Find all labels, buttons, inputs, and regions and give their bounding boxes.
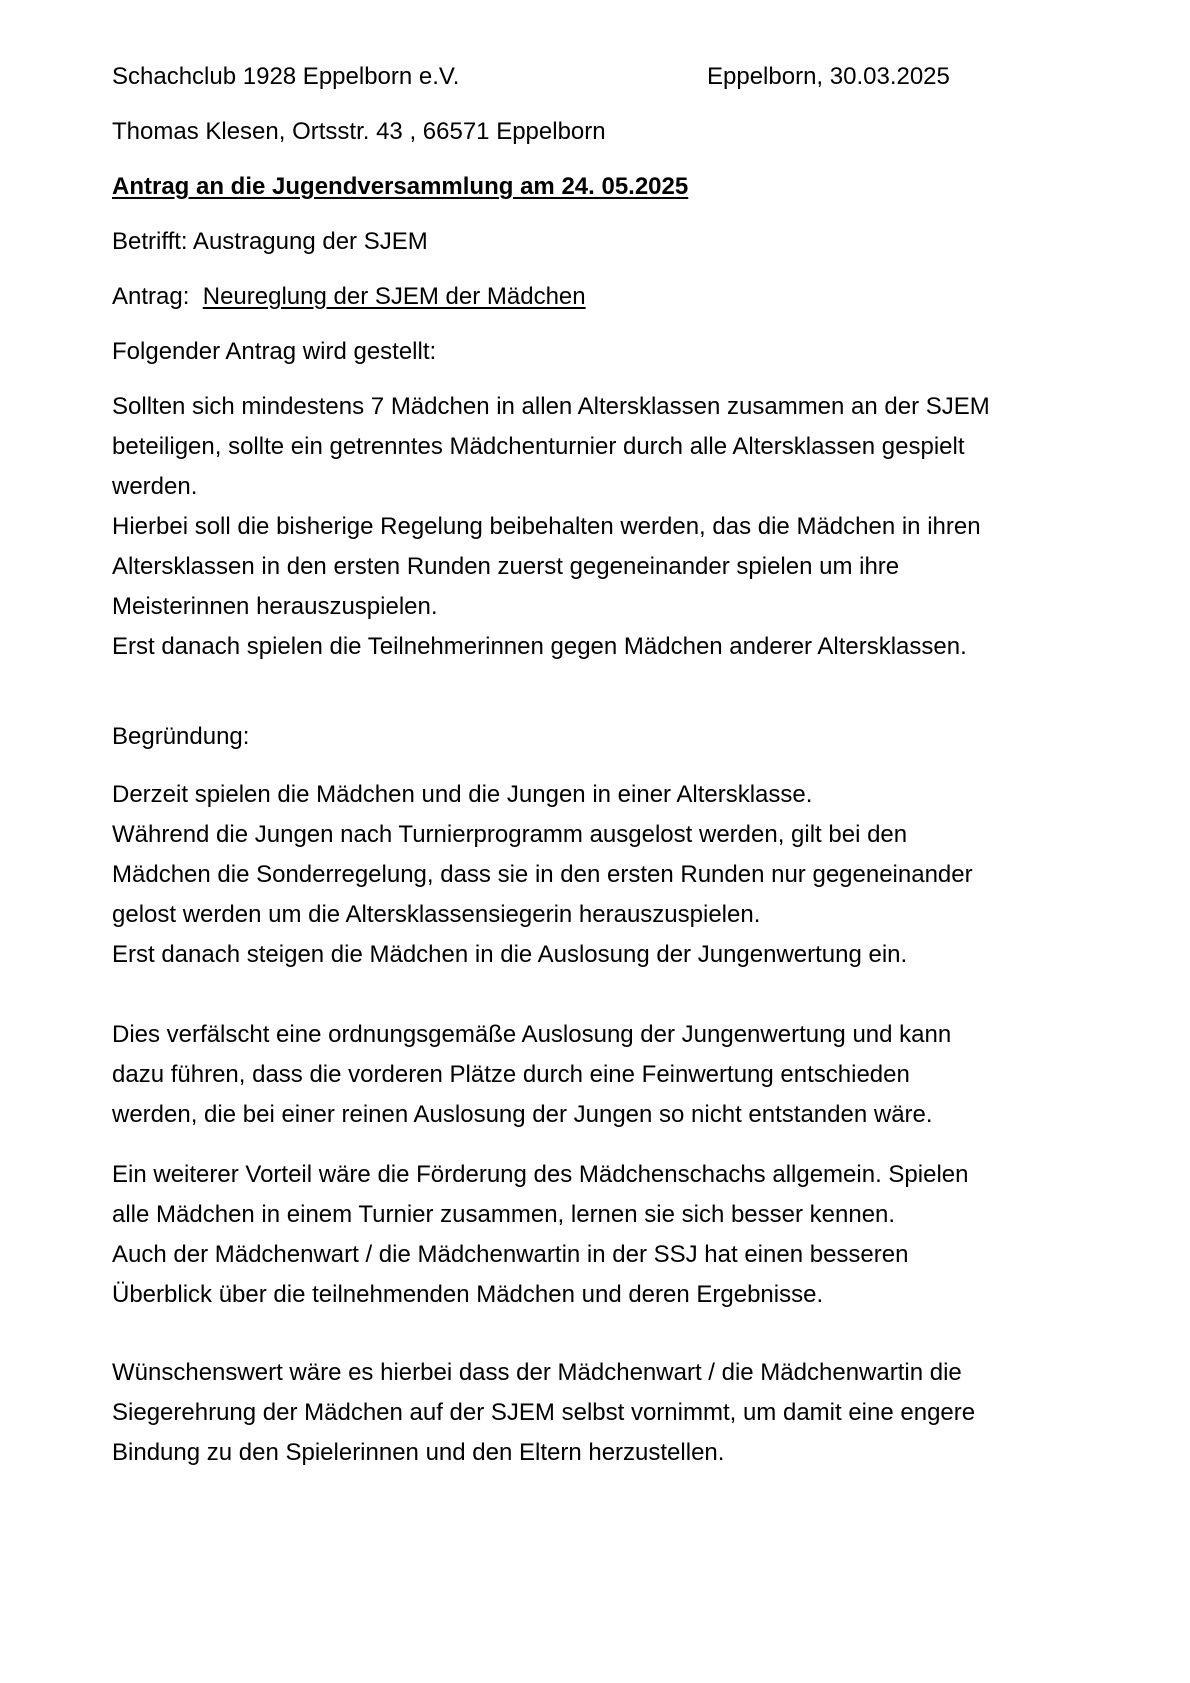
paragraph-line: Überblick über die teilnehmenden Mädchen und deren Ergebnisse. (112, 1281, 824, 1308)
reason-paragraph-2 (112, 1015, 1072, 1135)
paragraph-line: Mädchen die Sonderregelung, dass sie in den ersten Runden nur gegeneinander (112, 861, 973, 888)
intro-line: Folgender Antrag wird gestellt: (112, 338, 437, 365)
paragraph-line: Erst danach spielen die Teilnehmerinnen gegen Mädchen anderer Altersklassen. (112, 633, 967, 660)
antrag-value: Neureglung der SJEM der Mädchen (202, 283, 586, 310)
subject-line: Betrifft: Austragung der SJEM (112, 228, 428, 255)
place-date: Eppelborn, 30.03.2025 (707, 63, 950, 90)
paragraph-line: Ein weiterer Vorteil wäre die Förderung des Mädchenschachs allgemein. Spielen (112, 1161, 969, 1188)
paragraph-line: Wünschenswert wäre es hierbei dass der Mädchenwart / die Mädchenwartin die (112, 1359, 962, 1386)
antrag-label: Antrag: (112, 283, 190, 310)
reason-paragraph-3 (112, 1155, 1072, 1315)
paragraph-line: Sollten sich mindestens 7 Mädchen in allen Altersklassen zusammen an der SJEM (112, 393, 990, 420)
paragraph-line: Hierbei soll die bisherige Regelung beibehalten werden, das die Mädchen in ihren (112, 513, 981, 540)
reason-heading: Begründung: (112, 723, 250, 750)
reason-paragraph-4 (112, 1353, 1072, 1473)
paragraph-line: alle Mädchen in einem Turnier zusammen, lernen sie sich besser kennen. (112, 1201, 896, 1228)
club-name: Schachclub 1928 Eppelborn e.V. (112, 63, 460, 90)
paragraph-line: Während die Jungen nach Turnierprogramm ausgelost werden, gilt bei den (112, 821, 908, 848)
paragraph-line: Siegerehrung der Mädchen auf der SJEM selbst vornimmt, um damit eine engere (112, 1399, 976, 1426)
paragraph-line: Bindung zu den Spielerinnen und den Eltern herzustellen. (112, 1439, 725, 1466)
paragraph-line: Dies verfälscht eine ordnungsgemäße Auslosung der Jungenwertung und kann (112, 1021, 952, 1048)
sender-address: Thomas Klesen, Ortsstr. 43 , 66571 Eppelborn (112, 118, 606, 145)
paragraph-line: Erst danach steigen die Mädchen in die Auslosung der Jungenwertung ein. (112, 941, 908, 968)
paragraph-line: Auch der Mädchenwart / die Mädchenwartin in der SSJ hat einen besseren (112, 1241, 909, 1268)
paragraph-line: Altersklassen in den ersten Runden zuerst gegeneinander spielen um ihre (112, 553, 900, 580)
paragraph-line: gelost werden um die Altersklassensiegerin herauszuspielen. (112, 901, 761, 928)
paragraph-line: werden. (112, 473, 198, 500)
reason-paragraph-1 (112, 775, 1072, 975)
paragraph-line: beteiligen, sollte ein getrenntes Mädchenturnier durch alle Altersklassen gespielt (112, 433, 965, 460)
paragraph-line: Meisterinnen herauszuspielen. (112, 593, 438, 620)
antrag-line (112, 282, 586, 312)
paragraph-line: dazu führen, dass die vorderen Plätze durch eine Feinwertung entschieden (112, 1061, 910, 1088)
paragraph-line: Derzeit spielen die Mädchen und die Jungen in einer Altersklasse. (112, 781, 813, 808)
document-title: Antrag an die Jugendversammlung am 24. 05.2025 (112, 173, 689, 200)
request-paragraph (112, 387, 1072, 667)
paragraph-line: werden, die bei einer reinen Auslosung der Jungen so nicht entstanden wäre. (112, 1101, 933, 1128)
